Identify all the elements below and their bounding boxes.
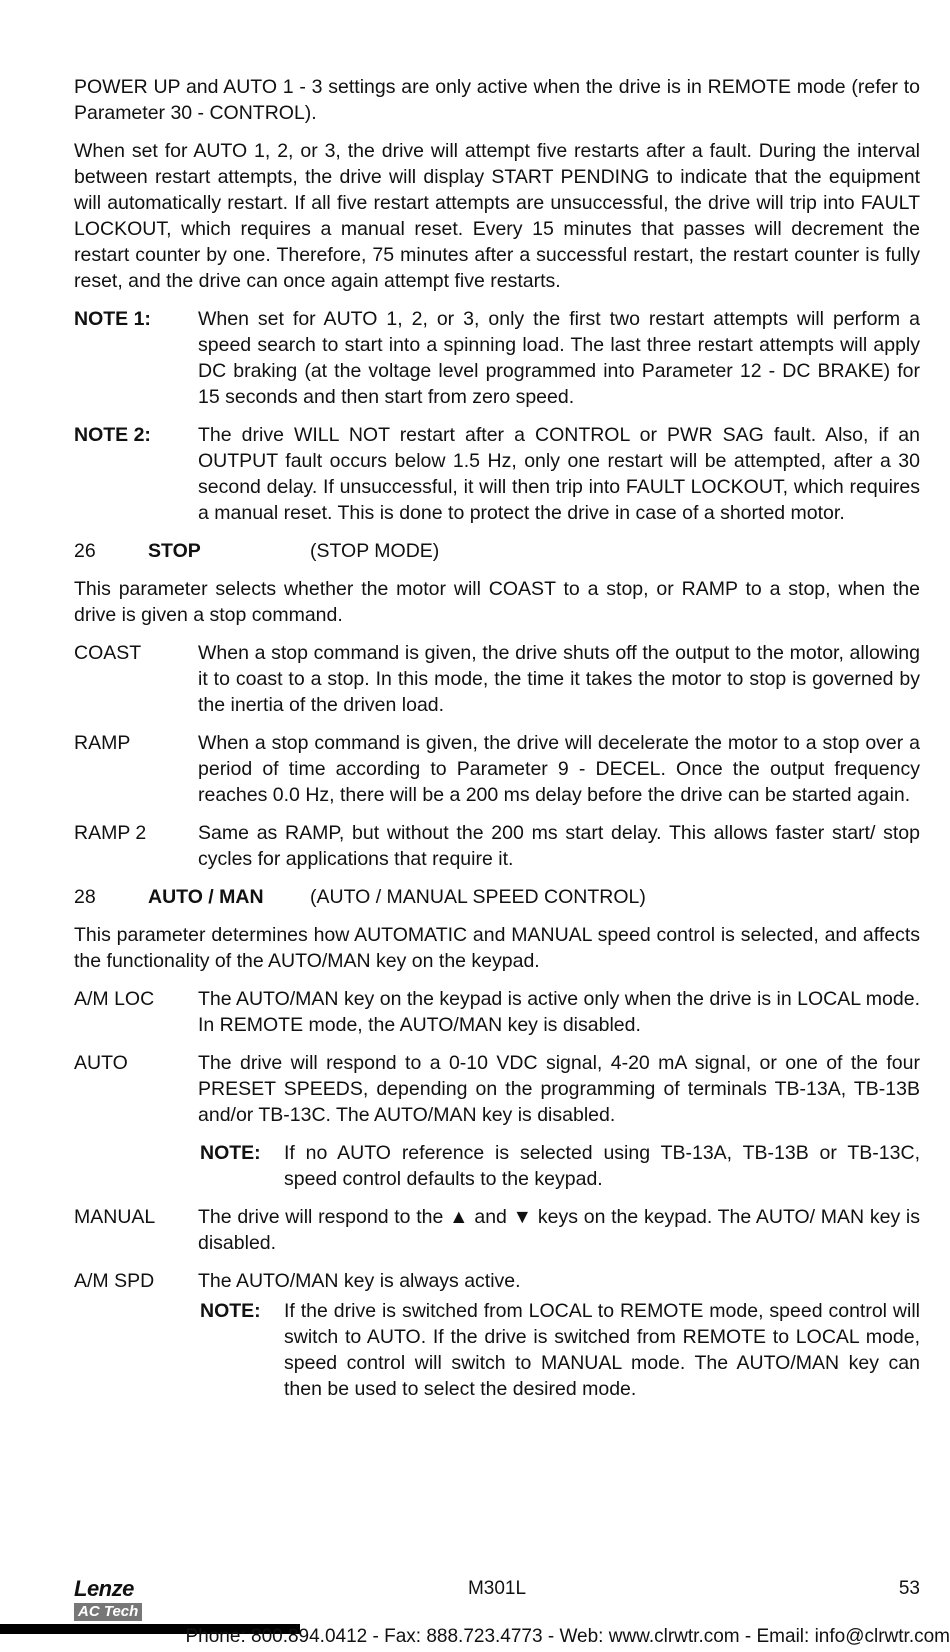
param-full-name: (STOP MODE)	[310, 540, 440, 562]
param-number: 26	[74, 540, 96, 562]
param-26-description: This parameter selects whether the motor will COAST to a stop, or RAMP to a stop, when the drive is given a stop command.	[74, 578, 920, 626]
option-ramp	[74, 730, 920, 808]
option-term: MANUAL	[74, 1206, 156, 1228]
note-label: NOTE 1:	[74, 308, 151, 330]
option-manual	[74, 1204, 920, 1256]
option-text: Same as RAMP, but without the 200 ms start delay. This allows faster start/ stop cycles for applications that require it.	[198, 822, 920, 870]
param-name: AUTO / MAN	[148, 886, 264, 908]
option-auto	[74, 1050, 920, 1128]
param-26-heading	[74, 538, 920, 564]
note-text: The drive WILL NOT restart after a CONTROL or PWR SAG fault. Also, if an OUTPUT fault occurs below 1.5 Hz, only one restart will be attempted, after a 30 second delay. If unsuccessful, it will then trip into FAULT LOCKOUT, which requires a manual reset. This is done to protect the drive in case of a shorted motor.	[198, 424, 920, 524]
contact-text: Phone: 800.894.0412 - Fax: 888.723.4773 - Web: www.clrwtr.com - Email: info@clrwtr.com	[185, 1626, 950, 1647]
option-text: The drive will respond to the ▲ and ▼ keys on the keypad. The AUTO/ MAN key is disabled.	[198, 1206, 920, 1254]
am-spd-note	[200, 1298, 920, 1402]
option-coast	[74, 640, 920, 718]
note-1	[74, 306, 920, 410]
manual-page	[74, 74, 920, 1414]
param-full-name: (AUTO / MANUAL SPEED CONTROL)	[310, 886, 646, 908]
option-am-spd	[74, 1268, 920, 1294]
note-label: NOTE:	[200, 1300, 261, 1322]
note-label: NOTE:	[200, 1142, 261, 1164]
option-term: RAMP 2	[74, 822, 147, 844]
option-term: COAST	[74, 642, 142, 664]
auto-note	[200, 1140, 920, 1192]
logo-actech-text: AC Tech	[74, 1603, 142, 1621]
page-footer	[74, 1578, 920, 1618]
note-text: If no AUTO reference is selected using TB-13A, TB-13B or TB-13C, speed control defaults to the keypad.	[284, 1142, 920, 1190]
note-label: NOTE 2:	[74, 424, 151, 446]
intro-paragraph-2: When set for AUTO 1, 2, or 3, the drive will attempt five restarts after a fault. During the interval between restart attempts, the drive will display START PENDING to indicate that the equipment will automatically restart. If all five restart attempts are unsuccessful, the drive will trip into FAULT LOCKOUT, which requires a manual reset. Every 15 minutes that passes will decrement the restart counter by one. Therefore, 75 minutes after a successful restart, the restart counter is fully reset, and the drive can once again attempt five restarts.	[74, 140, 920, 292]
note-text: When set for AUTO 1, 2, or 3, only the first two restart attempts will perform a speed search to start into a spinning load. The last three restart attempts will apply DC braking (at the voltage level programmed into Parameter 12 - DC BRAKE) for 15 seconds and then start from zero speed.	[198, 308, 920, 408]
option-term: A/M LOC	[74, 988, 155, 1010]
contact-bar	[0, 1622, 950, 1652]
option-term: A/M SPD	[74, 1270, 155, 1292]
option-text: When a stop command is given, the drive shuts off the output to the motor, allowing it to coast to a stop. In this mode, the time it takes the motor to stop is governed by the inertia of the driven load.	[198, 642, 920, 716]
note-2	[74, 422, 920, 526]
param-number: 28	[74, 886, 96, 908]
option-ramp-2	[74, 820, 920, 872]
param-28-heading	[74, 884, 920, 910]
option-text: When a stop command is given, the drive will decelerate the motor to a stop over a period of time according to Parameter 9 - DECEL. Once the output frequency reaches 0.0 Hz, there will be a 200 ms delay before the drive can be started again.	[198, 732, 920, 806]
option-text: The AUTO/MAN key is always active.	[198, 1270, 521, 1292]
document-id: M301L	[467, 1578, 527, 1599]
param-name: STOP	[148, 540, 201, 562]
option-am-loc	[74, 986, 920, 1038]
page-number: 53	[898, 1578, 920, 1599]
intro-paragraph-1: POWER UP and AUTO 1 - 3 settings are only active when the drive is in REMOTE mode (refer to Parameter 30 - CONTROL).	[74, 76, 920, 124]
option-text: The AUTO/MAN key on the keypad is active only when the drive is in LOCAL mode. In REMOTE mode, the AUTO/MAN key is disabled.	[198, 988, 920, 1036]
option-text: The drive will respond to a 0-10 VDC signal, 4-20 mA signal, or one of the four PRESET SPEEDS, depending on the programming of terminals TB-13A, TB-13B and/or TB-13C. The AUTO/MAN key is disabled.	[198, 1052, 920, 1126]
option-term: RAMP	[74, 732, 131, 754]
param-28-description: This parameter determines how AUTOMATIC and MANUAL speed control is selected, and affects the functionality of the AUTO/MAN key on the keypad.	[74, 924, 920, 972]
logo-lenze-text: Lenze	[74, 1576, 134, 1601]
option-term: AUTO	[74, 1052, 128, 1074]
note-text: If the drive is switched from LOCAL to REMOTE mode, speed control will switch to AUTO. If the drive is switched from REMOTE to LOCAL mode, speed control will switch to MANUAL mode. The AUTO/MAN key can then be used to select the desired mode.	[284, 1300, 920, 1400]
